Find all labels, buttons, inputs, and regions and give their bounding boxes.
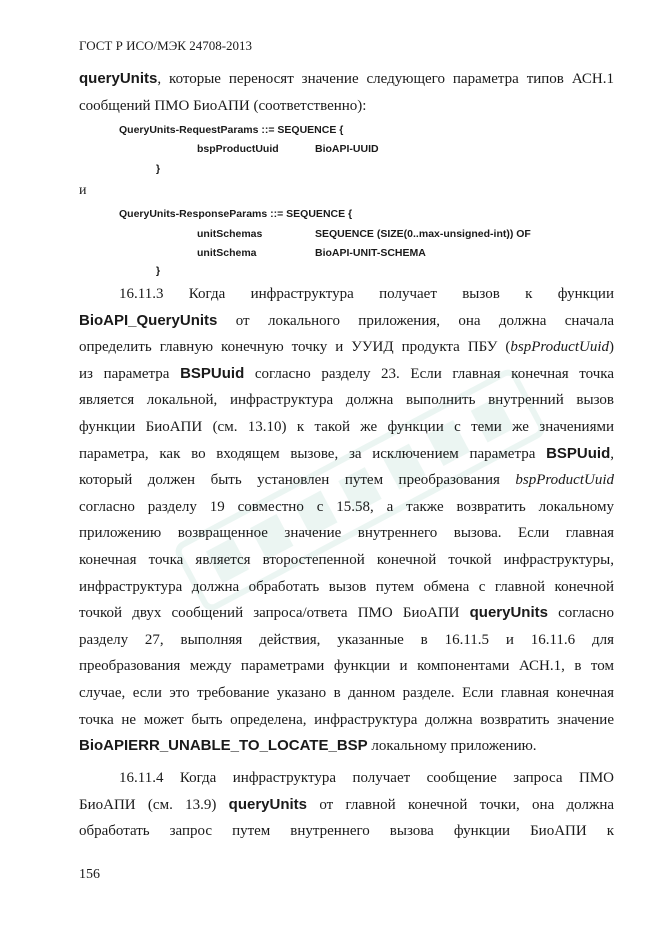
code1-head: QueryUnits-RequestParams ::= SEQUENCE { [119,124,344,136]
intro-paragraph: queryUnits, которые переносят значение следующего параметра типов АСН.1 сообщений ПМО БиоАПИ (соответственно): [79,70,614,114]
code2-field2: unitSchema [197,247,257,259]
function-name: BioAPI_QueryUnits [79,311,218,329]
code2-type1: SEQUENCE (SIZE(0..max-unsigned-int)) OF [315,228,531,240]
code1-field: bspProductUuid [197,143,279,155]
section-16-11-4: 16.11.4 Когда инфраструктура получает сообщение запроса ПМО БиоАПИ (см. 13.9) queryUnits от главной конечной точки, она должна обработать запрос путем внутреннего вызова функции БиоАПИ к [79,770,614,840]
running-header: ГОСТ Р ИСО/МЭК 24708-2013 [79,38,253,53]
conjunction: и [79,183,87,198]
error-code: BioAPIERR_UNABLE_TO_LOCATE_BSP [79,737,368,755]
section-16-11-3: 16.11.3 Когда инфраструктура получает вызов к функции BioAPI_QueryUnits от локального приложения, она должна сначала определить главную конечную точку и УУИД продукта ПБУ (bspProductUuid) из параметра BSPUuid согласно разделу 23. Если главная конечная точка является локальной, инфраструктура должна выполнить внутренний вызов функции БиоАПИ (см. 13.10) к такой же функции с теми же значениями параметра, как во входящем вызове, за исключением параметра BSPUuid, который должен быть установлен путем преобразования bspProductUuid согласно разделу 19 совместно с 15.58, а также возвратить локальному приложению возвращенное значение внутреннего вызова. Если главная конечная точка является второстепенной конечной точкой инфраструктуры, инфраструктура должна обработать вызов путем обмена с главной конечной точкой двух сообщений запроса/ответа ПМО БиоАПИ queryUnits согласно разделу 27, выполняя действия, указанные в 16.11.5 и 16.11.6 для преобразования между параметрами функции и компонентами АСН.1, в том случае, если это требование указано в данном разделе. Если главная конечная точка не может быть определена, инфраструктура должна возвратить значение BioAPIERR_UNABLE_TO_LOCATE_BSP локальному приложению. [79,286,614,755]
code1-type: BioAPI-UUID [315,143,379,155]
code1-close: } [156,163,161,175]
code2-type2: BioAPI-UNIT-SCHEMA [315,247,426,259]
code2-close: } [156,265,161,277]
code2-field1: unitSchemas [197,228,263,240]
page-number: 156 [79,867,100,882]
code2-head: QueryUnits-ResponseParams ::= SEQUENCE { [119,208,353,220]
intro-term: queryUnits [79,70,158,87]
